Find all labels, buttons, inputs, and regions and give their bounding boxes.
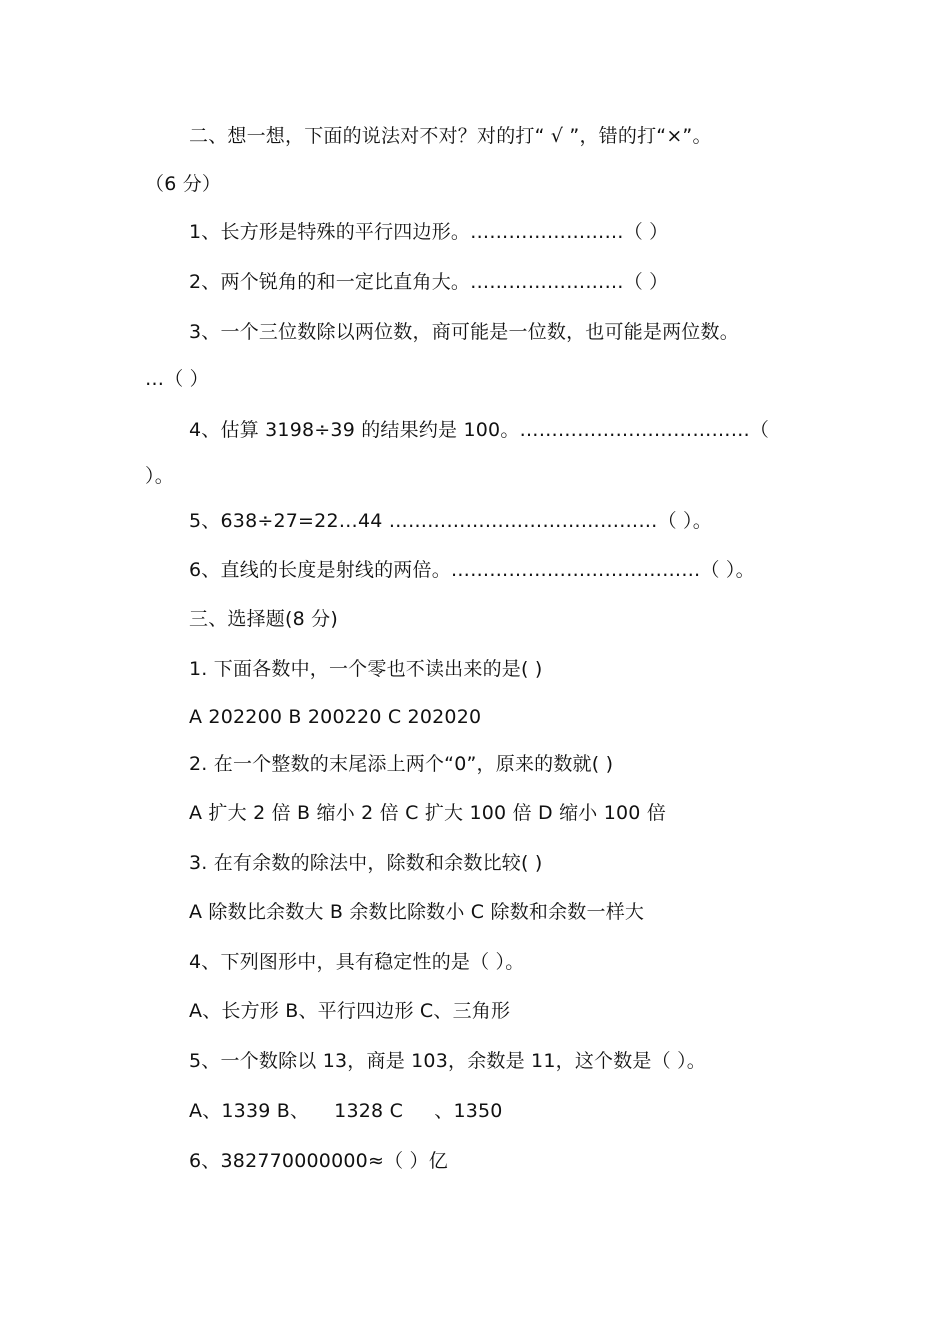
section3-question-4: 4、下列图形中，具有稳定性的是（ ）。 xyxy=(189,951,525,973)
section2-item-2: 2、两个锐角的和一定比直角大。……………………（ ） xyxy=(189,271,669,293)
section3-question-6: 6、382770000000≈（ ）亿 xyxy=(189,1150,448,1172)
section3-options-2: A 扩大 2 倍 B 缩小 2 倍 C 扩大 100 倍 D 缩小 100 倍 xyxy=(189,802,667,824)
section3-question-2: 2. 在一个整数的末尾添上两个“0”，原来的数就( ) xyxy=(189,753,614,775)
section2-item-4: 4、估算 3198÷39 的结果约是 100。………………………………（ xyxy=(189,419,770,441)
section2-item-3-continued: …（ ） xyxy=(145,368,209,390)
section2-heading-score: （6 分） xyxy=(145,173,222,195)
section2-item-1: 1、长方形是特殊的平行四边形。……………………（ ） xyxy=(189,221,669,243)
section3-question-5: 5、一个数除以 13，商是 103，余数是 11，这个数是（ ）。 xyxy=(189,1050,706,1072)
section3-question-1: 1. 下面各数中，一个零也不读出来的是( ) xyxy=(189,658,543,680)
section3-options-3: A 除数比余数大 B 余数比除数小 C 除数和余数一样大 xyxy=(189,901,645,923)
section2-item-6: 6、直线的长度是射线的两倍。…………………………………（ ）。 xyxy=(189,559,755,581)
section2-heading: 二、想一想，下面的说法对不对？对的打“ √ ”，错的打“×”。 xyxy=(189,125,712,147)
section3-options-5: A、1339 B、 1328 C 、1350 xyxy=(189,1100,503,1122)
section3-options-4: A、长方形 B、平行四边形 C、三角形 xyxy=(189,1000,511,1022)
section3-question-3: 3. 在有余数的除法中，除数和余数比较( ) xyxy=(189,852,543,874)
section2-item-3: 3、一个三位数除以两位数，商可能是一位数，也可能是两位数。 xyxy=(189,321,739,343)
section2-item-4-continued: ）。 xyxy=(145,465,174,487)
section3-options-1: A 202200 B 200220 C 202020 xyxy=(189,706,482,728)
section2-item-5: 5、638÷27=22…44 ……………………………………（ ）。 xyxy=(189,510,712,532)
section3-heading: 三、选择题(8 分) xyxy=(189,608,338,630)
